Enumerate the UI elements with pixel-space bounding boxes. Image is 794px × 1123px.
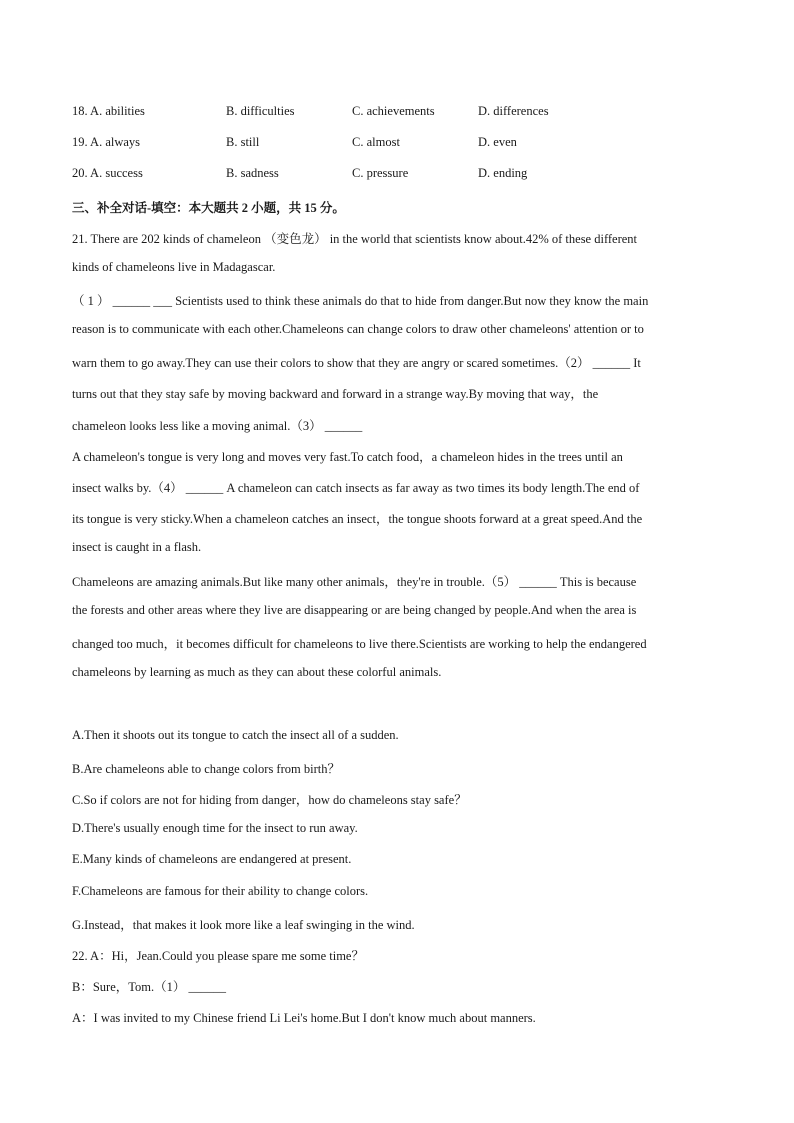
passage-line: chameleon looks less like a moving animal.（3） ______ <box>72 419 363 433</box>
passage-line: 21. There are 202 kinds of chameleon （变色龙） in the world that scientists know about.42% of these different <box>72 232 638 246</box>
option-item: D.There's usually enough time for the insect to run away. <box>72 821 358 835</box>
passage-line: reason is to communicate with each other.Chameleons can change colors to draw other chameleons' attention or to <box>72 322 644 336</box>
option-item: F.Chameleons are famous for their ability to change colors. <box>72 884 369 898</box>
option-item: C.So if colors are not for hiding from danger，how do chameleons stay safe？ <box>72 793 467 807</box>
q18-option-a: 18. A. abilities <box>72 104 145 118</box>
q18-option-d: D. differences <box>478 104 549 118</box>
passage-line: insect is caught in a flash. <box>72 540 202 554</box>
q19-option-c: C. almost <box>352 135 400 149</box>
q20-option-a: 20. A. success <box>72 166 143 180</box>
option-item: B.Are chameleons able to change colors from birth？ <box>72 762 340 776</box>
passage-line: chameleons by learning as much as they can about these colorful animals. <box>72 665 442 679</box>
q20-option-c: C. pressure <box>352 166 409 180</box>
dialogue-line: B：Sure，Tom.（1） ______ <box>72 980 226 994</box>
q20-option-b: B. sadness <box>226 166 279 180</box>
passage-line: warn them to go away.They can use their colors to show that they are angry or scared sometimes.（2） ______ It <box>72 356 641 370</box>
option-item: G.Instead，that makes it look more like a leaf swinging in the wind. <box>72 918 415 932</box>
passage-line: turns out that they stay safe by moving backward and forward in a strange way.By moving that way，the <box>72 387 599 401</box>
dialogue-line: A：I was invited to my Chinese friend Li Lei's home.But I don't know much about manners. <box>72 1011 536 1025</box>
q19-option-b: B. still <box>226 135 260 149</box>
option-item: A.Then it shoots out its tongue to catch the insect all of a sudden. <box>72 728 399 742</box>
q18-option-b: B. difficulties <box>226 104 295 118</box>
q19-option-d: D. even <box>478 135 517 149</box>
passage-line: Chameleons are amazing animals.But like many other animals，they're in trouble.（5） ______ This is because <box>72 575 637 589</box>
option-item: E.Many kinds of chameleons are endangered at present. <box>72 852 352 866</box>
passage-line: insect walks by.（4） ______ A chameleon can catch insects as far away as two times its body length.The end of <box>72 481 640 495</box>
passage-line: the forests and other areas where they live are disappearing or are being changed by people.And when the area is <box>72 603 637 617</box>
passage-line: changed too much，it becomes difficult for chameleons to live there.Scientists are working to help the endangered <box>72 637 647 651</box>
passage-line: （ 1 ） ______ ___ Scientists used to think these animals do that to hide from danger.But now they know the main <box>72 294 649 308</box>
passage-line: A chameleon's tongue is very long and moves very fast.To catch food，a chameleon hides in the trees until an <box>72 450 623 464</box>
dialogue-line: 22. A：Hi，Jean.Could you please spare me some time？ <box>72 949 364 963</box>
section-3-heading: 三、补全对话-填空：本大题共 2 小题，共 15 分。 <box>72 201 345 215</box>
passage-line: kinds of chameleons live in Madagascar. <box>72 260 276 274</box>
q20-option-d: D. ending <box>478 166 528 180</box>
q18-option-c: C. achievements <box>352 104 435 118</box>
q19-option-a: 19. A. always <box>72 135 141 149</box>
passage-line: its tongue is very sticky.When a chameleon catches an insect，the tongue shoots forward at a great speed.And the <box>72 512 643 526</box>
